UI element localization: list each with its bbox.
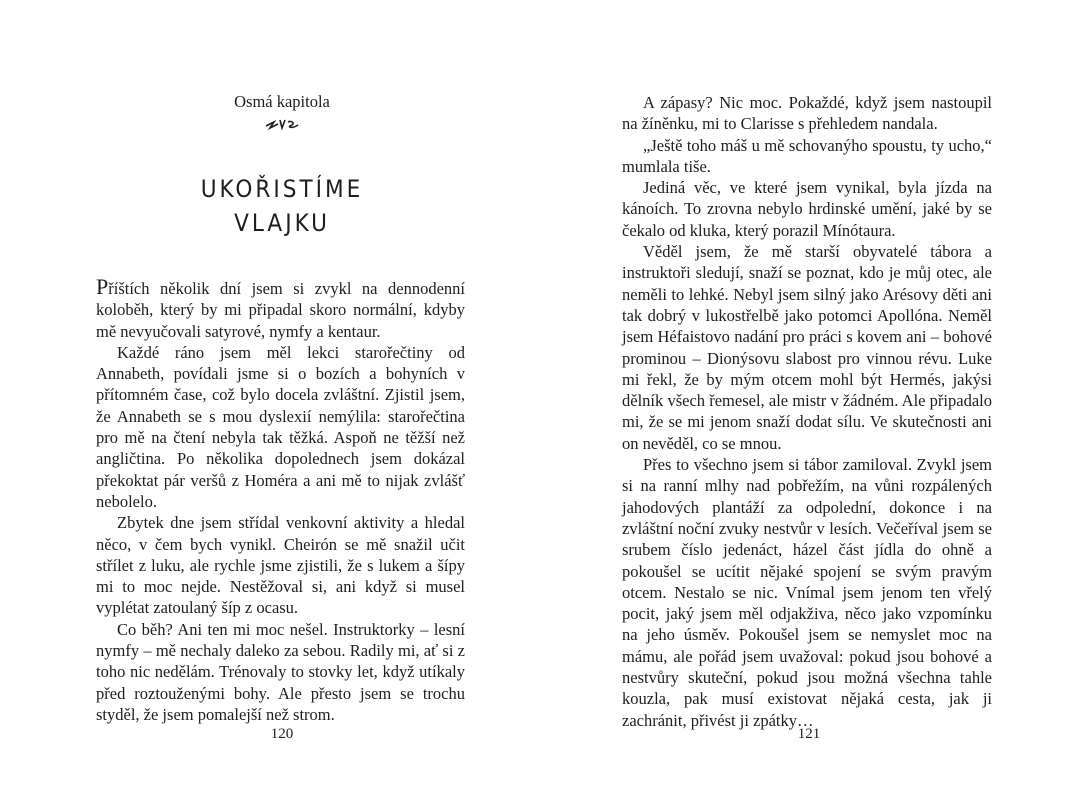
right-page <box>546 0 1091 800</box>
page-number: 121 <box>797 726 821 742</box>
page-number: 120 <box>270 726 294 742</box>
paragraph: „Ještě toho máš u mě schovanýho spoustu, ty ucho,“ mumlala tiše. <box>622 135 992 176</box>
paragraph: A zápasy? Nic moc. Pokaždé, když jsem nastoupil na žíněnku, mi to Clarisse s přehledem nandala. <box>622 93 992 134</box>
paragraph-text: říštích několik dní jsem si zvykl na dennodenní koloběh, který by mi připadal skoro normální, kdyby mě nevyučovali satyrové, nymfy a kentaur. <box>96 279 465 341</box>
left-body-text <box>96 274 465 725</box>
paragraph: Zbytek dne jsem střídal venkovní aktivity a hledal něco, v čem bych vynikl. Cheirón se mě snažil učit střílet z luku, ale rychle jsme zjistili, že s lukem a šípy mi to moc nejde. Nestěžoval si, ani když si musel vyplétat zatoulaný šíp z ocasu. <box>96 513 465 618</box>
paragraph: Co běh? Ani ten mi moc nešel. Instruktorky – lesní nymfy – mě nechaly daleko za sebou. Radily mi, ať si z toho nic nedělám. Trénovaly to stovky let, když utíkaly před roztouženými bohy. Ale přesto jsem se trochu styděl, že jsem pomalejší než strom. <box>96 619 465 724</box>
paragraph: Jediná věc, ve které jsem vynikal, byla jízda na kánoích. To zrovna nebylo hrdinské umění, jaké by se čekalo od kluka, který porazil Mínótaura. <box>622 178 992 240</box>
paragraph <box>96 274 465 342</box>
chapter-label: Osmá kapitola <box>234 92 330 111</box>
chapter-title-line-1: UKOŘISTÍME <box>200 175 364 204</box>
paragraph: Přes to všechno jsem si tábor zamiloval. Zvykl jsem si na ranní mlhy nad pobřežím, na vůni rozpálených jahodových plantáží za odpolední, dokonce i na zvláštní noční zvuky nestvůr v lesích. Večeříval jsem se srubem číslo jedenáct, házel část jídla do ohně a pokoušel se ucítit nějaké spojení se svým pravým otcem. Nestalo se nic. Vnímal jsem jenom ten vřelý pocit, jaký jsem měl odjakživa, něco jako vzpomínku na jeho úsměv. Pokoušel jsem se nemyslet moc na mámu, ale pořád jsem uvažoval: pokud jsou bohové a nestvůry skuteční, pokud jsou možná všechna tahle kouzla, pak musí existovat nějaká cesta, jak ji zachránit, přivést ji zpátky… <box>622 455 992 730</box>
right-body-text <box>622 92 992 731</box>
chapter-ornament-icon <box>262 116 302 132</box>
drop-cap: P <box>96 274 109 299</box>
chapter-title <box>0 172 564 240</box>
paragraph: Každé ráno jsem měl lekci starořečtiny od Annabeth, povídali jsme si o bozích a bohyních v přítomném čase, což bylo docela zvláštní. Zjistil jsem, že Annabeth se s mou dyslexií nemýlila: starořečtina pro mě na čtení nebyla tak těžká. Aspoň ne těžší než angličtina. Po několika dopolednech jsem dokázal překoktat pár veršů z Homéra a ani mě to nijak zvlášť nebolelo. <box>96 342 465 511</box>
paragraph: Věděl jsem, že mě starší obyvatelé tábora a instruktoři sledují, snaží se poznat, kdo je můj otec, ale neměli to lehké. Nebyl jsem silný jako Arésovy děti ani tak dobrý v lukostřelbě jako potomci Apollóna. Neměl jsem Héfaistovo nadání pro práci s kovem ani – bohové prominou – Dionýsovu slabost pro vinnou révu. Luke mi řekl, že by mým otcem mohl být Hermés, jakýsi dělník všech řemesel, ale mistr v žádném. Ale připadalo mi, že se mi jenom snaží dodat sílu. Ve skutečnosti ani on nevěděl, co se mnou. <box>622 242 992 453</box>
chapter-title-line-2: VLAJKU <box>234 209 330 238</box>
left-page <box>0 0 545 800</box>
